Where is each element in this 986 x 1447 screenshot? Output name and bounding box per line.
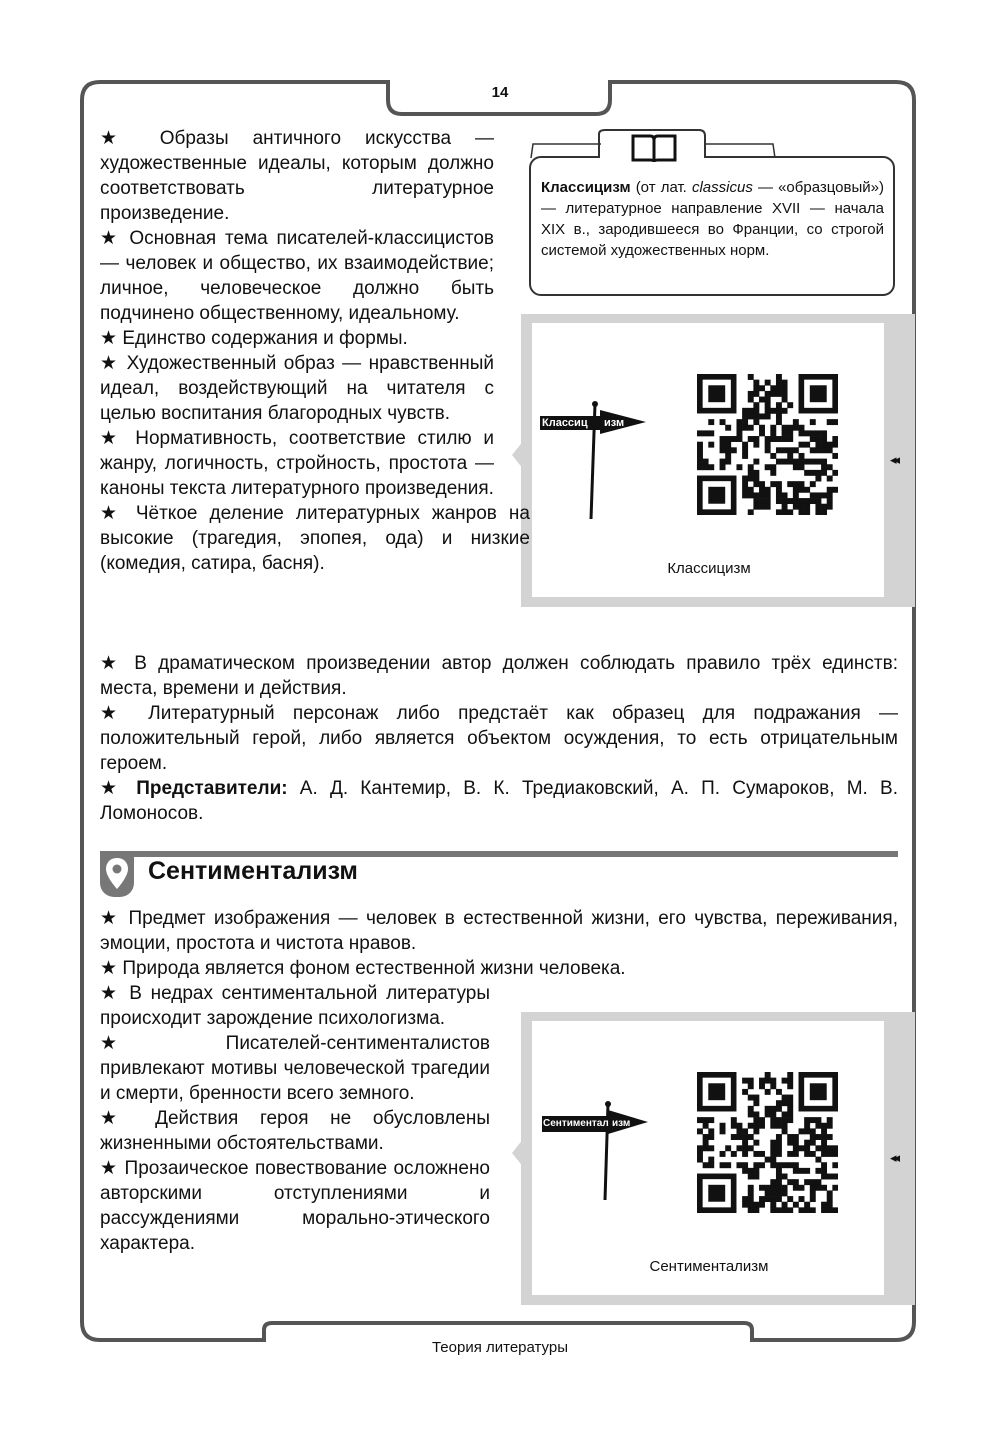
sentimentalism-full-list	[100, 906, 898, 981]
list-item: ★ Действия героя не обусловлены жизненными обстоятельствами.	[100, 1108, 490, 1154]
flag-label-b: изм	[612, 1118, 631, 1129]
sentimentalism-left-list	[100, 981, 490, 1256]
list-item: ★ Предмет изображения — человек в естественной жизни, его чувства, переживания, эмоции, простота и чистота нравов.	[100, 908, 898, 954]
rewind-icon[interactable]: ◂◂	[890, 1150, 898, 1165]
open-book-icon	[630, 132, 678, 166]
footer-title: Теория литературы	[431, 1339, 569, 1356]
rewind-icon[interactable]: ◂◂	[890, 452, 898, 467]
list-item: ★ Чёткое деление литературных жанров на высокие (трагедия, эпопея, ода) и низкие (комедия, сатира, басня).	[100, 503, 530, 574]
qr-code-sentimentalism[interactable]	[697, 1072, 838, 1213]
list-item: ★ Единство содержания и формы.	[100, 328, 408, 349]
qr-caption-classicism: Классицизм	[667, 560, 751, 577]
list-item: ★ Природа является фоном естественной жизни человека.	[100, 958, 626, 979]
classicism-left-list	[100, 126, 530, 576]
panel-pointer	[510, 440, 524, 470]
definition-latin: classicus	[691, 179, 753, 196]
map-pin-icon	[104, 856, 130, 892]
definition-term: Классицизм	[541, 179, 631, 196]
list-item: ★ Литературный персонаж либо предстаёт как образец для подражания — положительный герой, либо является объектом осуждения, то есть отрицательным героем.	[100, 703, 898, 774]
list-item: ★ Нормативность, соответствие стилю и жанру, логичность, стройность, простота — каноны текста литературного произведения.	[100, 428, 494, 499]
qr-caption-sentimentalism: Сентиментализм	[649, 1258, 769, 1275]
section-title: Сентиментализм	[148, 857, 358, 885]
flag-label-a: Классиц	[542, 417, 588, 429]
classicism-full-list	[100, 651, 898, 826]
list-item: ★ В драматическом произведении автор должен соблюдать правило трёх единств: места, времени и действия.	[100, 653, 898, 699]
list-item: ★ В недрах сентиментальной литературы происходит зарождение психологизма.	[100, 983, 490, 1029]
list-item: ★ Образы античного искусства — художественные идеалы, которым должно соответствовать литературное произведение.	[100, 128, 494, 224]
page-number: 14	[491, 84, 509, 101]
flag-label-b: изм	[604, 417, 625, 429]
list-item: ★ Прозаическое повествование осложнено авторскими отступлениями и рассуждениями морально-этического характера.	[100, 1158, 490, 1254]
flag-icon	[540, 1096, 650, 1206]
representatives: ★ Представители: А. Д. Кантемир, В. К. Тредиаковский, А. П. Сумароков, М. В. Ломоносов.	[100, 778, 898, 824]
definition-tab	[529, 128, 895, 160]
qr-code-classicism[interactable]	[697, 374, 838, 515]
panel-pointer	[510, 1138, 524, 1168]
flag-label-a: Сентиментал	[543, 1118, 609, 1129]
list-item: ★ Художественный образ — нравственный идеал, воздействующий на читателя с целью воспитания благородных чувств.	[100, 353, 494, 424]
list-item: ★ Основная тема писателей-классицистов — человек и общество, их взаимодействие; личное, человеческое должно быть подчинено общественному, идеальному.	[100, 228, 495, 324]
definition-text: Классицизм (от лат. classicus — «образцовый») — литературное направление XVII — начала XIX в., зародившееся во Франции, со строгой системой художественных норм.	[541, 179, 884, 259]
list-item: ★ Писателей-сентименталистов привлекают мотивы человеческой трагедии и смерти, бренности всего земного.	[100, 1033, 490, 1104]
